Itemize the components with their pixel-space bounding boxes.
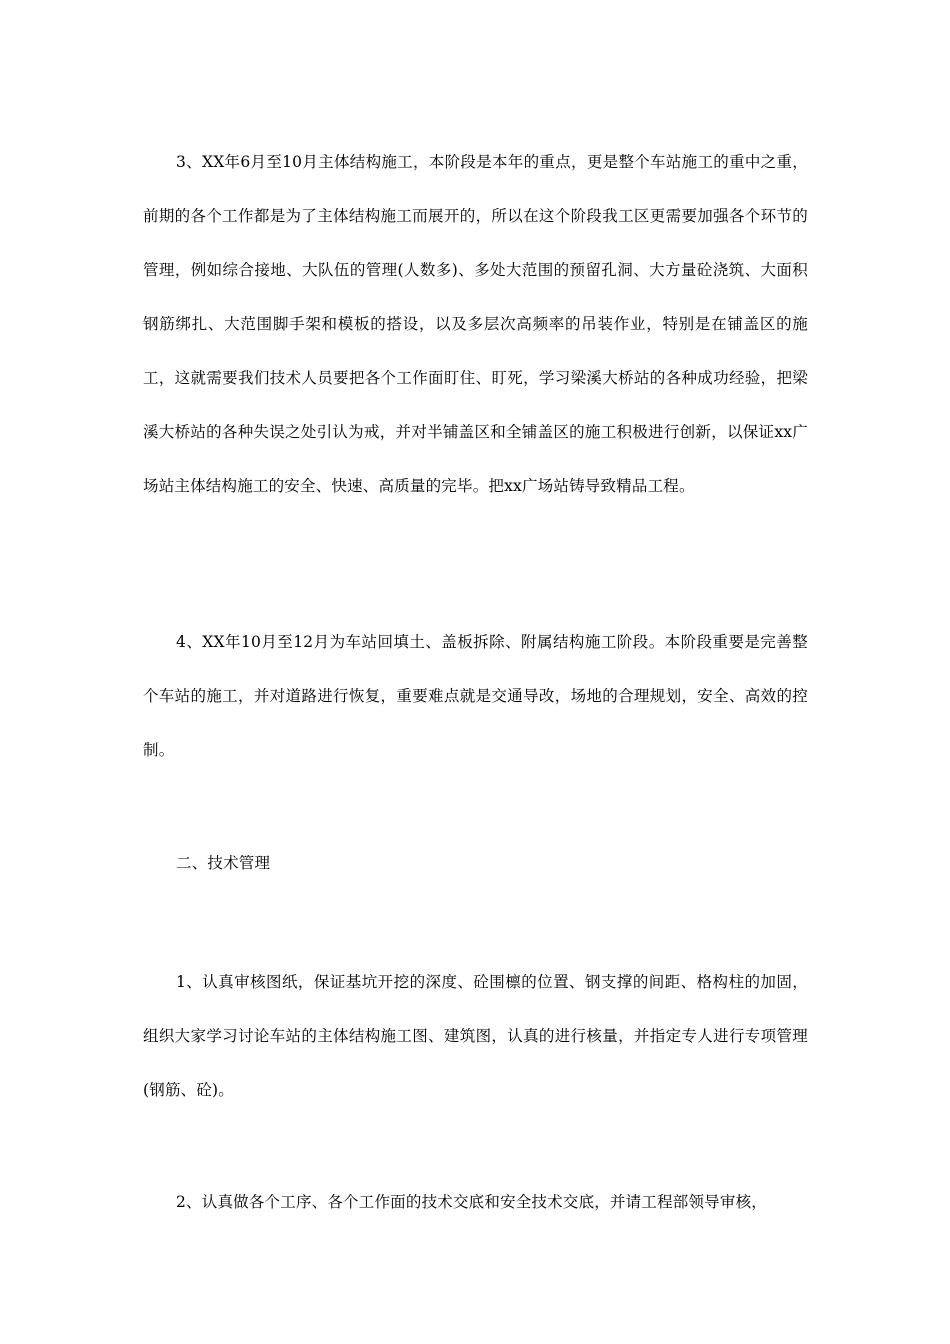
paragraph-stage-4: 4、XX年10月至12月为车站回填土、盖板拆除、附属结构施工阶段。本阶段重要是完善整个车站的施工，并对道路进行恢复，重要难点就是交通导改，场地的合理规划，安全、高效的控制。 xyxy=(143,633,808,759)
paragraph-item-2: 2、认真做各个工序、各个工作面的技术交底和安全技术交底，并请工程部领导审核， xyxy=(176,1193,767,1211)
section-heading-technical-management: 二、技术管理 xyxy=(176,854,271,872)
paragraph-stage-3: 3、XX年6月至10月主体结构施工，本阶段是本年的重点，更是整个车站施工的重中之重，前期的各个工作都是为了主体结构施工而展开的，所以在这个阶段我工区更需要加强各个环节的管理，例如综合接地、大队伍的管理(人数多)、多处大范围的预留孔洞、大方量砼浇筑、大面积钢筋绑扎、大范围脚手架和模板的搭设，以及多层次高频率的吊装作业，特别是在铺盖区的施工，这就需要我们技术人员要把各个工作面盯住、盯死，学习梁溪大桥站的各种成功经验，把梁溪大桥站的各种失误之处引认为戒，并对半铺盖区和全铺盖区的施工积极进行创新，以保证xx广场站主体结构施工的安全、快速、高质量的完毕。把xx广场站铸导致精品工程。 xyxy=(143,153,808,495)
paragraph-item-1: 1、认真审核图纸，保证基坑开挖的深度、砼围檩的位置、钢支撑的间距、格构柱的加固，组织大家学习讨论车站的主体结构施工图、建筑图，认真的进行核量，并指定专人进行专项管理(钢筋、砼)。 xyxy=(143,973,808,1099)
